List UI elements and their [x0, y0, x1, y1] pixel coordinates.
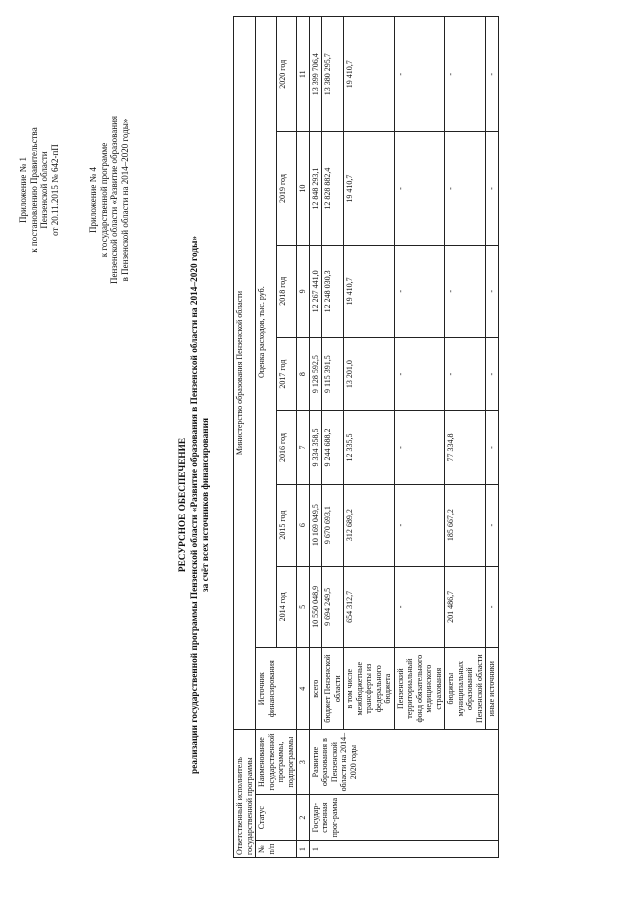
row-value: - — [445, 17, 486, 132]
col-number: 1 — [297, 841, 310, 858]
appendix-4-line: к государственной программе — [98, 142, 109, 258]
row-value: 9 670 693,1 — [322, 484, 344, 566]
row-value: 654 312,7 — [344, 566, 395, 648]
appendix-1-line: Приложение № 1 — [18, 157, 28, 223]
row-value: 9 334 358,5 — [309, 411, 322, 484]
row-value: - — [486, 337, 499, 410]
row-value: 13 380 295,7 — [322, 17, 344, 132]
appendix-1-line: от 20.11.2015 № 642-пП — [49, 144, 60, 236]
row-value: - — [394, 337, 445, 410]
row-value: 12 848 293,1 — [309, 132, 322, 245]
col-header-name: Наименование государственной программы, подпрограммы — [256, 730, 297, 795]
row-value: - — [486, 17, 499, 132]
row-value: 19 410,7 — [344, 17, 395, 132]
row-value: 9 244 688,2 — [322, 411, 344, 484]
title-line-3: за счёт всех источников финансирования — [201, 417, 211, 593]
row-value: 10 550 048,9 — [309, 566, 322, 648]
col-header-status: Статус — [256, 795, 297, 841]
row-source: всего — [309, 648, 322, 730]
col-number: 5 — [297, 566, 310, 648]
row-source: Пензенский территориальный фонд обязательного медицинского страхования — [394, 648, 445, 730]
row-number: 1 — [309, 841, 498, 858]
responsible-value: Министерство образования Пензенской области — [234, 17, 256, 730]
col-header-source: Источник финансирования — [256, 648, 297, 730]
row-value: 19 410,7 — [344, 245, 395, 337]
year-header: 2015 год — [276, 484, 297, 566]
resource-table — [233, 16, 499, 858]
row-value: - — [394, 245, 445, 337]
col-number: 4 — [297, 648, 310, 730]
year-header: 2018 год — [276, 245, 297, 337]
col-number: 11 — [297, 17, 310, 132]
table-row — [309, 17, 322, 858]
row-value: 9 694 249,5 — [322, 566, 344, 648]
row-value: 12 335,5 — [344, 411, 395, 484]
appendix-1-line: к постановлению Правительства — [28, 127, 39, 253]
row-value: 12 267 441,0 — [309, 245, 322, 337]
row-status: Государ-ственная прог-рамма — [309, 795, 498, 841]
col-number: 6 — [297, 484, 310, 566]
row-value: - — [486, 484, 499, 566]
col-header-estimate: Оценка расходов, тыс. руб. — [256, 17, 277, 648]
row-value: - — [486, 132, 499, 245]
col-number: 2 — [297, 795, 310, 841]
row-program-name: Развитие образования в Пензенской области на 2014–2020 годы — [309, 730, 498, 795]
row-value: 13 399 706,4 — [309, 17, 322, 132]
appendix-4-line: Приложение № 4 — [88, 167, 98, 233]
appendix-4-line: в Пензенской области на 2014–2020 годы» — [119, 118, 130, 282]
appendix-4-line: Пензенской области «Развитие образования — [109, 115, 119, 285]
col-number: 10 — [297, 132, 310, 245]
row-value: - — [486, 566, 499, 648]
row-value: 9 115 391,5 — [322, 337, 344, 410]
row-source: бюджеты муниципальных образований Пензенской области — [445, 648, 486, 730]
row-value: - — [394, 132, 445, 245]
row-value: - — [394, 566, 445, 648]
col-number: 8 — [297, 337, 310, 410]
row-value: 12 828 882,4 — [322, 132, 344, 245]
row-source: иные источники — [486, 648, 499, 730]
row-value: - — [445, 337, 486, 410]
row-value: - — [486, 245, 499, 337]
title-line-1: РЕСУРСНОЕ ОБЕСПЕЧЕНИЕ — [178, 437, 188, 573]
row-value: 13 201,0 — [344, 337, 395, 410]
row-value: - — [486, 411, 499, 484]
year-header: 2017 год — [276, 337, 297, 410]
col-number: 7 — [297, 411, 310, 484]
row-value: - — [445, 245, 486, 337]
document-title — [178, 155, 213, 855]
year-header: 2019 год — [276, 132, 297, 245]
col-number: 3 — [297, 730, 310, 795]
row-value: 12 248 030,3 — [322, 245, 344, 337]
row-value: - — [394, 411, 445, 484]
year-header: 2014 год — [276, 566, 297, 648]
row-value: - — [445, 132, 486, 245]
row-value: 312 689,2 — [344, 484, 395, 566]
appendix-4-header — [88, 95, 130, 305]
row-value: 10 169 049,5 — [309, 484, 322, 566]
row-value: 77 334,8 — [445, 411, 486, 484]
row-value: 9 128 592,5 — [309, 337, 322, 410]
col-number: 9 — [297, 245, 310, 337]
col-header-no: № п/п — [256, 841, 297, 858]
year-header: 2020 год — [276, 17, 297, 132]
row-value: - — [394, 17, 445, 132]
responsible-header: Ответственный исполнитель государственной программы — [234, 730, 256, 858]
year-header: 2016 год — [276, 411, 297, 484]
appendix-1-header — [18, 100, 60, 280]
title-line-2: реализации государственной программы Пензенской области «Развитие образования в Пензенской области на 2014–2020 годы» — [189, 235, 200, 775]
row-value: 185 667,2 — [445, 484, 486, 566]
row-source: бюджет Пензенской области — [322, 648, 344, 730]
row-value: 201 486,7 — [445, 566, 486, 648]
row-value: 19 410,7 — [344, 132, 395, 245]
appendix-1-line: Пензенской области — [39, 151, 49, 229]
row-source: в том числе межбюджетные трансферты из федерального бюджета — [344, 648, 395, 730]
row-value: - — [394, 484, 445, 566]
